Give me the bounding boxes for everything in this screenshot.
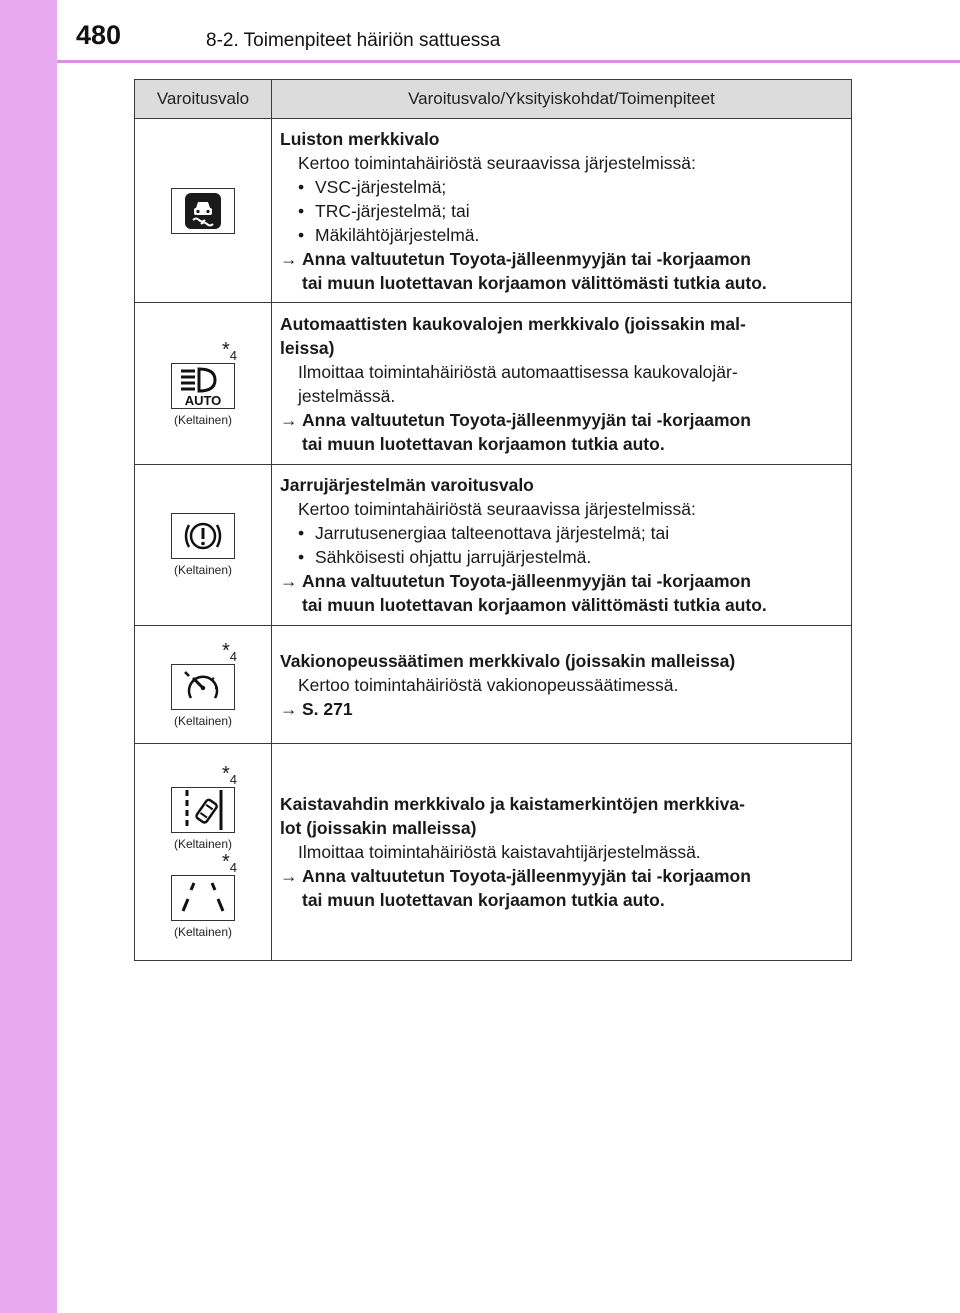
slip-indicator-icon (171, 188, 235, 234)
warning-light-table (134, 79, 852, 961)
color-note: (Keltainen) (173, 563, 233, 577)
row-title (280, 792, 841, 840)
column-header-details: Varoitusvalo/Yksityiskohdat/Toimenpiteet (272, 80, 852, 119)
star-number: 4 (229, 648, 237, 664)
row-title: Vakionopeussäätimen merkkivalo (joissakin malleissa) (280, 650, 736, 671)
row-body-line: Ilmoittaa toimintahäiriöstä automaattisessa kaukovalojär- (298, 361, 738, 382)
section-title: 8-2. Toimenpiteet häiriön sattuessa (206, 30, 501, 51)
list-item: • Mäkilähtöjärjestelmä. (298, 223, 841, 247)
row-body-line: jestelmässä. (298, 385, 396, 406)
footnote-marker (221, 338, 237, 363)
row-title: Luiston merkkivalo (280, 128, 440, 149)
star-number: 4 (229, 860, 237, 875)
list-item: • TRC-järjestelmä; tai (298, 199, 841, 223)
row-body: Ilmoittaa toimintahäiriöstä kaistavahtijärjestelmässä. (298, 842, 701, 862)
svg-text:AUTO: AUTO (184, 392, 222, 407)
action-line: tai muun luotettavan korjaamon tutkia auto. (302, 433, 665, 454)
star-glyph: * (221, 851, 230, 873)
row-body: Kertoo toimintahäiriöstä seuraavissa järjestelmissä: (298, 499, 696, 519)
auto-high-beam-icon (171, 363, 235, 409)
column-header-warning-light: Varoitusvalo (135, 80, 272, 119)
footnote-marker (222, 765, 237, 787)
table-row (135, 119, 852, 303)
table-header-row (135, 80, 852, 119)
icon-cell (135, 303, 272, 465)
table-row (135, 465, 852, 626)
icon-cell (135, 119, 272, 303)
row-title: Jarrujärjestelmän varoitusvalo (280, 475, 534, 495)
action-text (280, 569, 841, 617)
page-header (57, 0, 960, 66)
star-glyph: * (221, 639, 230, 662)
list-item: • Sähköisesti ohjattu jarrujärjestelmä. (298, 545, 841, 569)
header-divider (57, 60, 960, 63)
description-cell (272, 119, 852, 303)
table-row (135, 626, 852, 744)
bullet-list (280, 175, 841, 247)
action-line: Anna valtuutetun Toyota-jälleenmyyjän tai -korjaamon (302, 248, 751, 269)
description-cell (272, 744, 852, 961)
footnote-marker (222, 853, 237, 875)
lane-markings-icon (171, 875, 235, 921)
action-text (280, 247, 841, 295)
action-line: Anna valtuutetun Toyota-jälleenmyyjän tai -korjaamon (302, 409, 751, 430)
star-glyph: * (221, 763, 230, 785)
action-line: tai muun luotettavan korjaamon tutkia auto. (302, 890, 665, 910)
table-row (135, 303, 852, 465)
arrow-icon: → (280, 409, 298, 430)
action-line: Anna valtuutetun Toyota-jälleenmyyjän tai -korjaamon (302, 866, 751, 886)
action-line: tai muun luotettavan korjaamon välittömästi tutkia auto. (302, 272, 767, 293)
row-title (280, 312, 841, 360)
icon-cell (135, 744, 272, 961)
row-title-line: leissa) (280, 337, 335, 358)
brake-system-icon (171, 513, 235, 559)
action-text (280, 697, 841, 721)
action-line: Anna valtuutetun Toyota-jälleenmyyjän tai -korjaamon (302, 571, 751, 591)
description-cell (272, 465, 852, 626)
action-line: tai muun luotettavan korjaamon välittömästi tutkia auto. (302, 595, 767, 615)
row-body: Kertoo toimintahäiriöstä vakionopeussäätimessä. (298, 674, 679, 695)
star-number: 4 (229, 772, 237, 787)
row-title-line: Automaattisten kaukovalojen merkkivalo (joissakin mal- (280, 313, 746, 334)
icon-cell (135, 465, 272, 626)
action-text (280, 864, 841, 912)
action-text (280, 408, 841, 456)
page-reference-link[interactable]: S. 271 (302, 698, 353, 719)
chapter-color-strip (0, 0, 57, 1313)
color-note: (Keltainen) (173, 925, 233, 939)
bullet-list (280, 521, 841, 569)
color-note: (Keltainen) (173, 412, 233, 427)
color-note: (Keltainen) (173, 837, 233, 851)
lane-departure-icon (171, 787, 235, 833)
row-body: Kertoo toimintahäiriöstä seuraavissa järjestelmissä: (298, 152, 696, 173)
row-body (280, 360, 841, 408)
row-title-line: lot (joissakin malleissa) (280, 818, 477, 838)
footnote-marker (221, 639, 237, 664)
star-number: 4 (229, 347, 237, 363)
arrow-icon: → (280, 698, 298, 719)
row-title-line: Kaistavahdin merkkivalo ja kaistamerkintöjen merkkiva- (280, 794, 745, 814)
list-item: • Jarrutusenergiaa talteenottava järjestelmä; tai (298, 521, 841, 545)
icon-cell (135, 626, 272, 744)
star-glyph: * (221, 338, 230, 361)
arrow-icon: → (280, 571, 298, 591)
page-number: 480 (76, 20, 122, 50)
arrow-icon: → (280, 248, 298, 269)
cruise-control-icon (171, 664, 235, 710)
list-item: • VSC-järjestelmä; (298, 175, 841, 199)
table-row (135, 744, 852, 961)
description-cell (272, 626, 852, 744)
color-note: (Keltainen) (173, 713, 233, 728)
arrow-icon: → (280, 866, 298, 886)
description-cell (272, 303, 852, 465)
